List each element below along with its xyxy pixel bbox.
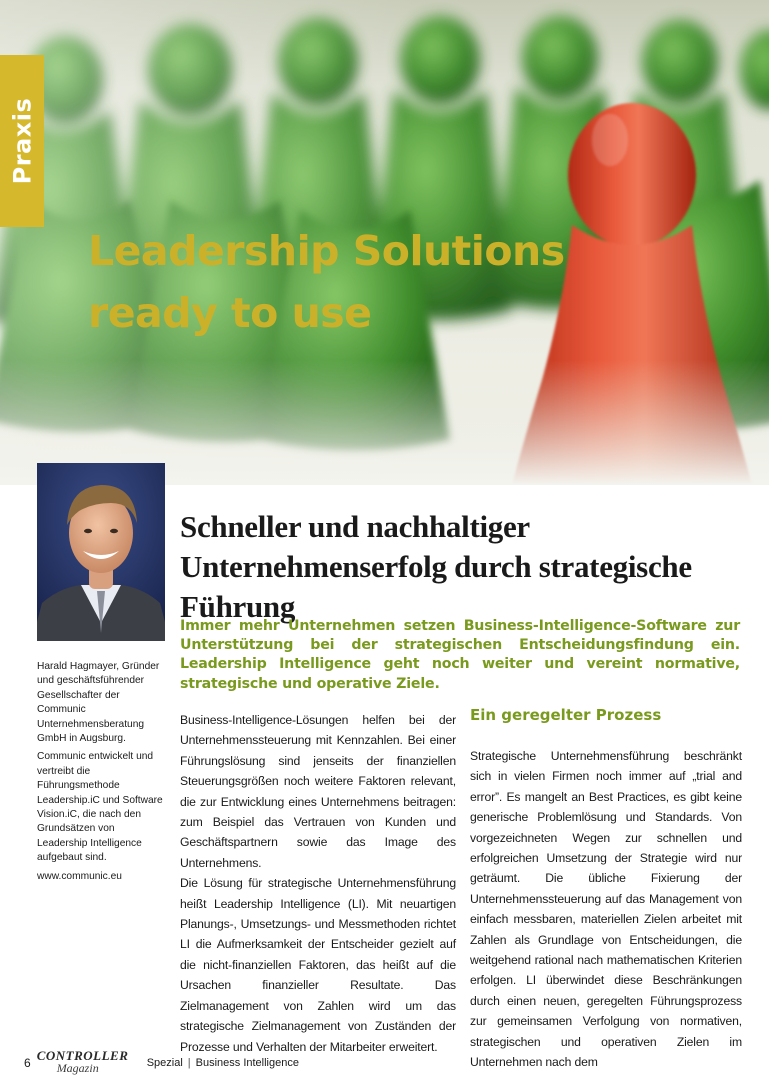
company-description: Communic entwickelt und vertreibt die Führungsmethode Leadership.iC und Software Vision.iC, die nach den Grundsätzen von Leadership Intelligence aufgebaut sind. <box>37 751 163 864</box>
section-tab <box>0 55 44 227</box>
logo-main-text: CONTROLLER <box>36 1048 129 1063</box>
body-paragraph-3: Strategische Unternehmensführung beschränkt sich in vielen Firmen noch immer auf „trial and error”. Es mangelt an Best Practices, es gibt keine generische Problemlösung und Standards. Von vorgezeichneten Wegen zur schnellen und erfolgreichen Umsetzung der Strategie wird nur geträumt. Die übliche Fixierung der Unternehmenssteuerung auf das Management von einfach messbaren, materiellen Zielen arbeitet mit Zahlen als Grundlage von Entscheidungen, die weitgehend rational nach mathematischen Kriterien erfolgen. LI überwindet diese Beschränkungen durch einen neuen, geregelten Führungsprozess zur gemeinsamen Verfolgung von normativen, strategischen und operativen Zielen im Unternehmen nach dem <box>470 749 742 1070</box>
magazine-logo <box>35 1046 133 1080</box>
body-paragraph-2: Die Lösung für strategische Unternehmensführung heißt Leadership Intelligence (LI). Mit neuartigen Planungs-, Umsetzungs- und Messmethoden richtet LI die Aufmerksamkeit der Entscheider gezielt auf die nicht-finanziellen Faktoren, das heißt auf die Ursachen finanzieller Resultate. Das Zielmanagement von Zahlen wird um das strategische Zielmanagement von Zuständen der Prozesse und Verhalten der Mitarbeiter erweitert. <box>180 876 456 1054</box>
company-url[interactable]: www.communic.eu <box>37 870 122 882</box>
section-tab-label: Praxis <box>8 97 36 185</box>
body-paragraph-1: Business-Intelligence-Lösungen helfen bei der Unternehmenssteuerung mit Kennzahlen. Bei einer Führungslösung sind jenseits der finanziellen Steuerungsgrößen noch weitere Faktoren relevant, die zur Entwicklung eines Unternehmens beitragen: zum Beispiel das Vertrauen von Kunden und Geschäftspartnern sowie das Image des Unternehmens. <box>180 713 456 870</box>
footer-separator: | <box>187 1057 191 1069</box>
article-headline: Schneller und nachhaltiger Unternehmenserfolg durch strategische Führung <box>180 509 692 624</box>
footer-section-info <box>147 1057 299 1069</box>
body-column-left <box>180 710 456 1057</box>
hero-title-line-2: ready to use <box>88 289 372 337</box>
body-column-right <box>470 746 742 1073</box>
logo-sub-text: Magazin <box>56 1061 99 1075</box>
author-caption <box>37 660 165 888</box>
author-bio: Harald Hagmayer, Gründer und geschäftsführender Gesellschafter der Communic Unternehmensberatung GmbH in Augsburg. <box>37 661 160 745</box>
hero-title <box>88 220 565 344</box>
section-subheading: Ein geregelter Prozess <box>470 706 662 724</box>
footer-section: Spezial <box>146 1057 183 1069</box>
footer-topic: Business Intelligence <box>195 1057 299 1069</box>
article-lead: Immer mehr Unternehmen setzen Business-Intelligence-Software zur Unterstützung bei der strategischen Entscheidungsfindung ein. Leadership Intelligence geht noch weiter und vereint normative, strategische und operative Ziele. <box>180 618 740 692</box>
hero-image <box>0 0 769 485</box>
author-portrait <box>37 463 165 641</box>
hero-title-line-1: Leadership Solutions <box>88 227 565 275</box>
page-footer <box>24 1046 744 1080</box>
page-number: 6 <box>24 1056 31 1070</box>
